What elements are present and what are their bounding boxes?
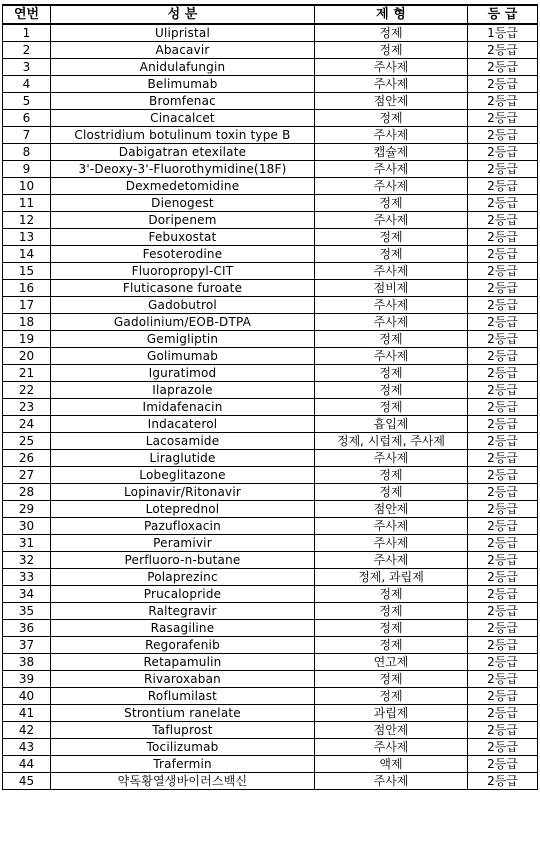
table-row — [3, 467, 538, 484]
serial-number-cell: 27 — [3, 467, 51, 484]
grade-cell: 2등급 — [468, 637, 538, 654]
serial-number-cell: 43 — [3, 739, 51, 756]
table-row — [3, 127, 538, 144]
grade-cell: 2등급 — [468, 450, 538, 467]
grade-cell: 2등급 — [468, 620, 538, 637]
serial-number-cell: 2 — [3, 42, 51, 59]
grade-cell: 2등급 — [468, 263, 538, 280]
dosage-form-cell: 정제 — [315, 24, 468, 42]
grade-cell: 2등급 — [468, 348, 538, 365]
dosage-form-cell: 연고제 — [315, 654, 468, 671]
serial-number-cell: 15 — [3, 263, 51, 280]
table-row — [3, 24, 538, 42]
serial-number-cell: 10 — [3, 178, 51, 195]
serial-number-cell: 44 — [3, 756, 51, 773]
ingredient-name-cell: Ulipristal — [51, 24, 315, 42]
table-row — [3, 501, 538, 518]
table-row — [3, 654, 538, 671]
serial-number-cell: 20 — [3, 348, 51, 365]
serial-number-cell: 39 — [3, 671, 51, 688]
serial-number-cell: 45 — [3, 773, 51, 790]
dosage-form-cell: 정제 — [315, 229, 468, 246]
table-row — [3, 297, 538, 314]
table-row — [3, 569, 538, 586]
ingredient-name-cell: Strontium ranelate — [51, 705, 315, 722]
grade-cell: 2등급 — [468, 280, 538, 297]
dosage-form-cell: 주사제 — [315, 59, 468, 76]
table-row — [3, 161, 538, 178]
dosage-form-cell: 정제 — [315, 42, 468, 59]
dosage-form-cell: 주사제 — [315, 552, 468, 569]
ingredient-name-cell: Fluticasone furoate — [51, 280, 315, 297]
serial-number-cell: 41 — [3, 705, 51, 722]
ingredient-name-cell: Roflumilast — [51, 688, 315, 705]
grade-cell: 1등급 — [468, 24, 538, 42]
dosage-form-cell: 정제 — [315, 586, 468, 603]
grade-cell: 2등급 — [468, 688, 538, 705]
ingredient-name-cell: Iguratimod — [51, 365, 315, 382]
table-row — [3, 722, 538, 739]
ingredient-name-cell: Gadobutrol — [51, 297, 315, 314]
serial-number-cell: 23 — [3, 399, 51, 416]
dosage-form-cell: 정제 — [315, 688, 468, 705]
serial-number-cell: 35 — [3, 603, 51, 620]
dosage-form-cell: 액제 — [315, 756, 468, 773]
dosage-form-cell: 캡슐제 — [315, 144, 468, 161]
table-row — [3, 76, 538, 93]
table-row — [3, 229, 538, 246]
dosage-form-cell: 주사제 — [315, 127, 468, 144]
serial-number-cell: 38 — [3, 654, 51, 671]
grade-cell: 2등급 — [468, 671, 538, 688]
ingredient-name-cell: Fesoterodine — [51, 246, 315, 263]
grade-cell: 2등급 — [468, 654, 538, 671]
dosage-form-cell: 주사제 — [315, 535, 468, 552]
grade-cell: 2등급 — [468, 42, 538, 59]
table-row — [3, 280, 538, 297]
ingredient-name-cell: Golimumab — [51, 348, 315, 365]
ingredient-name-cell: Retapamulin — [51, 654, 315, 671]
grade-cell: 2등급 — [468, 416, 538, 433]
serial-number-cell: 4 — [3, 76, 51, 93]
serial-number-cell: 26 — [3, 450, 51, 467]
table-row — [3, 552, 538, 569]
grade-cell: 2등급 — [468, 603, 538, 620]
dosage-form-cell: 주사제 — [315, 450, 468, 467]
ingredient-name-cell: 3'-Deoxy-3'-Fluorothymidine(18F) — [51, 161, 315, 178]
table-row — [3, 756, 538, 773]
serial-number-cell: 11 — [3, 195, 51, 212]
grade-cell: 2등급 — [468, 433, 538, 450]
grade-cell: 2등급 — [468, 399, 538, 416]
table-row — [3, 773, 538, 790]
grade-cell: 2등급 — [468, 705, 538, 722]
ingredient-name-cell: Pazufloxacin — [51, 518, 315, 535]
grade-cell: 2등급 — [468, 59, 538, 76]
dosage-form-cell: 정제 — [315, 467, 468, 484]
header-row — [3, 5, 538, 24]
ingredient-name-cell: Lobeglitazone — [51, 467, 315, 484]
table-body — [3, 24, 538, 790]
serial-number-cell: 19 — [3, 331, 51, 348]
grade-cell: 2등급 — [468, 110, 538, 127]
ingredient-name-cell: Abacavir — [51, 42, 315, 59]
grade-cell: 2등급 — [468, 93, 538, 110]
dosage-form-cell: 주사제 — [315, 739, 468, 756]
serial-number-cell: 40 — [3, 688, 51, 705]
table-row — [3, 671, 538, 688]
dosage-form-cell: 정제 — [315, 671, 468, 688]
table-row — [3, 620, 538, 637]
grade-cell: 2등급 — [468, 161, 538, 178]
serial-number-cell: 36 — [3, 620, 51, 637]
dosage-form-cell: 점안제 — [315, 93, 468, 110]
header-serial-number: 연번 — [3, 5, 51, 24]
grade-cell: 2등급 — [468, 535, 538, 552]
ingredient-name-cell: Gadolinium/EOB-DTPA — [51, 314, 315, 331]
table-row — [3, 637, 538, 654]
dosage-form-cell: 점안제 — [315, 722, 468, 739]
grade-cell: 2등급 — [468, 314, 538, 331]
ingredient-name-cell: Rivaroxaban — [51, 671, 315, 688]
table-row — [3, 450, 538, 467]
table-row — [3, 484, 538, 501]
table-row — [3, 535, 538, 552]
table-row — [3, 365, 538, 382]
dosage-form-cell: 정제 — [315, 620, 468, 637]
serial-number-cell: 42 — [3, 722, 51, 739]
dosage-form-cell: 정제 — [315, 365, 468, 382]
dosage-form-cell: 주사제 — [315, 348, 468, 365]
serial-number-cell: 5 — [3, 93, 51, 110]
dosage-form-cell: 주사제 — [315, 773, 468, 790]
grade-cell: 2등급 — [468, 76, 538, 93]
grade-cell: 2등급 — [468, 365, 538, 382]
table-row — [3, 59, 538, 76]
ingredient-name-cell: Liraglutide — [51, 450, 315, 467]
table-row — [3, 416, 538, 433]
serial-number-cell: 13 — [3, 229, 51, 246]
ingredient-name-cell: Bromfenac — [51, 93, 315, 110]
table-row — [3, 348, 538, 365]
table-row — [3, 212, 538, 229]
grade-cell: 2등급 — [468, 382, 538, 399]
ingredient-name-cell: Trafermin — [51, 756, 315, 773]
ingredient-name-cell: Gemigliptin — [51, 331, 315, 348]
serial-number-cell: 28 — [3, 484, 51, 501]
table-row — [3, 144, 538, 161]
grade-cell: 2등급 — [468, 331, 538, 348]
dosage-form-cell: 정제 — [315, 246, 468, 263]
ingredient-name-cell: Imidafenacin — [51, 399, 315, 416]
serial-number-cell: 34 — [3, 586, 51, 603]
grade-cell: 2등급 — [468, 144, 538, 161]
table-row — [3, 246, 538, 263]
ingredient-name-cell: Lopinavir/Ritonavir — [51, 484, 315, 501]
ingredient-name-cell: Raltegravir — [51, 603, 315, 620]
serial-number-cell: 6 — [3, 110, 51, 127]
drug-ingredient-table — [2, 4, 538, 790]
table-row — [3, 399, 538, 416]
grade-cell: 2등급 — [468, 722, 538, 739]
dosage-form-cell: 정제, 과립제 — [315, 569, 468, 586]
grade-cell: 2등급 — [468, 552, 538, 569]
dosage-form-cell: 정제 — [315, 195, 468, 212]
dosage-form-cell: 정제 — [315, 637, 468, 654]
serial-number-cell: 30 — [3, 518, 51, 535]
serial-number-cell: 31 — [3, 535, 51, 552]
ingredient-name-cell: Regorafenib — [51, 637, 315, 654]
grade-cell: 2등급 — [468, 467, 538, 484]
serial-number-cell: 22 — [3, 382, 51, 399]
ingredient-name-cell: Dabigatran etexilate — [51, 144, 315, 161]
table-header — [3, 5, 538, 24]
grade-cell: 2등급 — [468, 518, 538, 535]
table-row — [3, 688, 538, 705]
table-row — [3, 705, 538, 722]
dosage-form-cell: 주사제 — [315, 518, 468, 535]
grade-cell: 2등급 — [468, 739, 538, 756]
ingredient-name-cell: Peramivir — [51, 535, 315, 552]
table-row — [3, 314, 538, 331]
grade-cell: 2등급 — [468, 756, 538, 773]
dosage-form-cell: 정제, 시럽제, 주사제 — [315, 433, 468, 450]
drug-list-sheet — [2, 4, 538, 790]
serial-number-cell: 32 — [3, 552, 51, 569]
ingredient-name-cell: Tocilizumab — [51, 739, 315, 756]
dosage-form-cell: 과립제 — [315, 705, 468, 722]
dosage-form-cell: 주사제 — [315, 212, 468, 229]
dosage-form-cell: 점비제 — [315, 280, 468, 297]
header-dosage-form: 제 형 — [315, 5, 468, 24]
table-row — [3, 178, 538, 195]
serial-number-cell: 7 — [3, 127, 51, 144]
ingredient-name-cell: Clostridium botulinum toxin type B — [51, 127, 315, 144]
ingredient-name-cell: Prucalopride — [51, 586, 315, 603]
ingredient-name-cell: Belimumab — [51, 76, 315, 93]
table-row — [3, 42, 538, 59]
serial-number-cell: 1 — [3, 24, 51, 42]
ingredient-name-cell: Tafluprost — [51, 722, 315, 739]
grade-cell: 2등급 — [468, 195, 538, 212]
grade-cell: 2등급 — [468, 586, 538, 603]
ingredient-name-cell: Polaprezinc — [51, 569, 315, 586]
table-row — [3, 263, 538, 280]
dosage-form-cell: 주사제 — [315, 314, 468, 331]
table-row — [3, 93, 538, 110]
dosage-form-cell: 정제 — [315, 603, 468, 620]
serial-number-cell: 8 — [3, 144, 51, 161]
serial-number-cell: 33 — [3, 569, 51, 586]
dosage-form-cell: 주사제 — [315, 297, 468, 314]
ingredient-name-cell: Febuxostat — [51, 229, 315, 246]
serial-number-cell: 3 — [3, 59, 51, 76]
dosage-form-cell: 정제 — [315, 331, 468, 348]
serial-number-cell: 21 — [3, 365, 51, 382]
table-row — [3, 195, 538, 212]
serial-number-cell: 9 — [3, 161, 51, 178]
ingredient-name-cell: Dienogest — [51, 195, 315, 212]
ingredient-name-cell: Perfluoro-n-butane — [51, 552, 315, 569]
dosage-form-cell: 정제 — [315, 399, 468, 416]
table-row — [3, 518, 538, 535]
grade-cell: 2등급 — [468, 212, 538, 229]
table-row — [3, 586, 538, 603]
table-row — [3, 739, 538, 756]
dosage-form-cell: 주사제 — [315, 263, 468, 280]
table-row — [3, 433, 538, 450]
grade-cell: 2등급 — [468, 127, 538, 144]
grade-cell: 2등급 — [468, 773, 538, 790]
dosage-form-cell: 정제 — [315, 110, 468, 127]
grade-cell: 2등급 — [468, 297, 538, 314]
serial-number-cell: 29 — [3, 501, 51, 518]
dosage-form-cell: 주사제 — [315, 178, 468, 195]
ingredient-name-cell: Dexmedetomidine — [51, 178, 315, 195]
ingredient-name-cell: Doripenem — [51, 212, 315, 229]
grade-cell: 2등급 — [468, 178, 538, 195]
dosage-form-cell: 정제 — [315, 382, 468, 399]
grade-cell: 2등급 — [468, 229, 538, 246]
serial-number-cell: 14 — [3, 246, 51, 263]
ingredient-name-cell: Ilaprazole — [51, 382, 315, 399]
serial-number-cell: 18 — [3, 314, 51, 331]
serial-number-cell: 17 — [3, 297, 51, 314]
serial-number-cell: 24 — [3, 416, 51, 433]
dosage-form-cell: 흡입제 — [315, 416, 468, 433]
ingredient-name-cell: Indacaterol — [51, 416, 315, 433]
dosage-form-cell: 정제 — [315, 484, 468, 501]
table-row — [3, 110, 538, 127]
serial-number-cell: 37 — [3, 637, 51, 654]
table-row — [3, 603, 538, 620]
dosage-form-cell: 점안제 — [315, 501, 468, 518]
grade-cell: 2등급 — [468, 246, 538, 263]
grade-cell: 2등급 — [468, 569, 538, 586]
serial-number-cell: 12 — [3, 212, 51, 229]
dosage-form-cell: 주사제 — [315, 161, 468, 178]
ingredient-name-cell: Loteprednol — [51, 501, 315, 518]
ingredient-name-cell: Rasagiline — [51, 620, 315, 637]
ingredient-name-cell: Anidulafungin — [51, 59, 315, 76]
ingredient-name-cell: Cinacalcet — [51, 110, 315, 127]
grade-cell: 2등급 — [468, 501, 538, 518]
ingredient-name-cell: 약독황열생바이러스백신 — [51, 773, 315, 790]
serial-number-cell: 25 — [3, 433, 51, 450]
table-row — [3, 331, 538, 348]
table-row — [3, 382, 538, 399]
header-grade: 등 급 — [468, 5, 538, 24]
serial-number-cell: 16 — [3, 280, 51, 297]
ingredient-name-cell: Fluoropropyl-CIT — [51, 263, 315, 280]
header-ingredient: 성 분 — [51, 5, 315, 24]
dosage-form-cell: 주사제 — [315, 76, 468, 93]
grade-cell: 2등급 — [468, 484, 538, 501]
ingredient-name-cell: Lacosamide — [51, 433, 315, 450]
